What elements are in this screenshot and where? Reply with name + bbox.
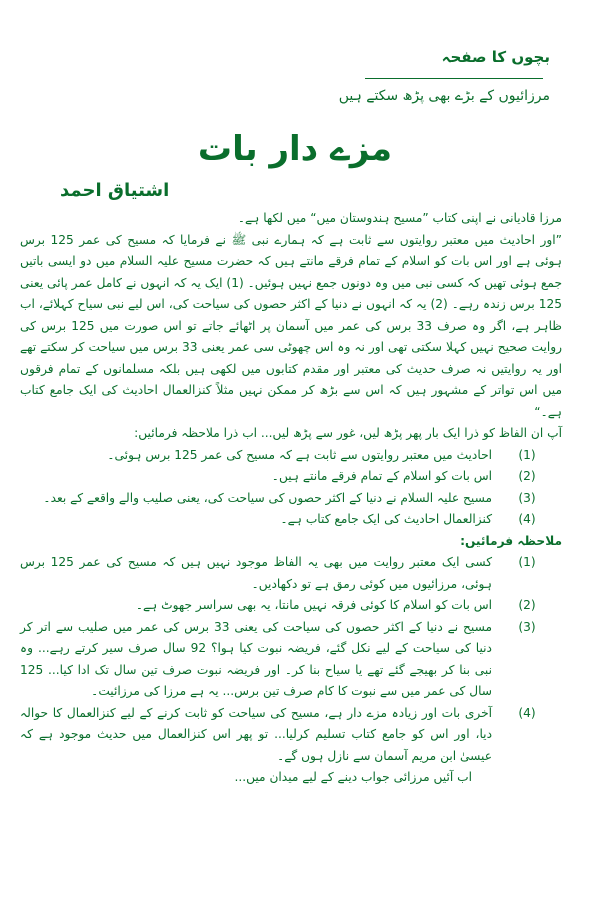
point-text: مسیح علیہ السلام نے دنیا کے اکثر حصوں کی سیاحت کی، یعنی صلیب والے واقعے کے بعد۔ [43,490,492,505]
point-text: کنزالعمال احادیث کی ایک جامع کتاب ہے۔ [280,512,492,526]
point-item [20,488,562,510]
note-item [20,617,562,703]
note-text: آخری بات اور زیادہ مزے دار ہے، مسیح کی سیاحت کو ثابت کرنے کے لیے کنزالعمال کا حوالہ دیا، اور اس کو جامع کتاب تسلیم کرلیا... تو پھر اس کنزالعمال میں حدیث موجود ہے کہ عیسیٰ ابن مریم آسمان سے نازل ہوں گے۔ [20,705,492,763]
quote-paragraph: ”اور احادیث میں معتبر روایتوں سے ثابت ہے کہ ہمارے نبی ﷺ نے فرمایا کہ مسیح کی عمر 125 برس ہوئی ہے اور اس بات کو اسلام کے تمام فرقے مانتے ہیں کہ حضرت مسیح علیہ السلام میں دو ایسی باتیں جمع ہوئی تھیں کہ کسی نبی میں وہ دونوں جمع نہیں ہوئیں۔ (1) ایک یہ کہ انہوں نے کامل عمر پائی یعنی 125 برس زندہ رہے۔ (2) یہ کہ انہوں نے دنیا کے اکثر حصوں کی سیاحت کی، اس لیے نبی سیاح کہلائے، اب ظاہر ہے، اگر وہ صرف 33 برس کی عمر میں آسمان پر اٹھائے جاتے تو اس صورت میں 125 برس کی روایت صحیح نہیں کہلا سکتی تھی اور نہ وہ اس چھوٹی سی عمر یعنی 33 برس میں سیاحت کر سکتے تھے اور یہ روایتیں نہ صرف حدیث کی معتبر اور مقدم کتابوں میں لکھی ہیں بلکہ مسلمانوں کے تمام فرقوں میں اس تواتر کے مشہور ہیں کہ اس سے بڑھ کر ممکن نہیں مثلاً کنزالعمال احادیث کی ایک جامع کتاب ہے۔“ [20,232,562,419]
note-text: اس بات کو اسلام کا کوئی فرقہ نہیں مانتا، یہ بھی سراسر جھوٹ ہے۔ [135,598,492,612]
header-divider [365,78,543,79]
author-name: اشتیاق احمد [60,180,170,201]
section-label: بچوں کا صفحہ [441,48,550,66]
note-item [20,595,562,617]
point-item [20,466,562,488]
note-heading: ملاحظہ فرمائیں: [460,533,562,548]
point-item [20,445,562,467]
note-text: کسی ایک معتبر روایت میں بھی یہ الفاظ موجود نہیں ہیں کہ مسیح کی عمر 125 برس ہوئی، مرزائیوں میں کوئی رمق ہے تو دکھادیں۔ [20,555,493,591]
point-number: (3) [518,490,536,505]
article-body [20,208,562,898]
point-number: (1) [518,447,536,462]
intro-line: مرزا قادیانی نے اپنی کتاب ”مسیح ہندوستان میں“ میں لکھا ہے۔ [237,211,562,225]
section-subtitle: مرزائیوں کے بڑے بھی پڑھ سکتے ہیں [338,88,550,104]
note-number: (4) [518,705,536,720]
instruction-line: آپ ان الفاظ کو ذرا ایک بار پھر پڑھ لیں، غور سے پڑھ لیں... اب ذرا ملاحظہ فرمائیں: [134,426,562,440]
article-title: مزے دار بات [197,129,393,169]
point-number: (4) [518,512,536,526]
point-item [20,509,562,531]
point-text: احادیث میں معتبر روایتوں سے ثابت ہے کہ مسیح کی عمر 125 برس ہوئی۔ [107,447,492,462]
note-item [20,552,562,595]
point-number: (2) [518,469,536,483]
note-item [20,703,562,768]
note-number: (2) [518,598,536,612]
closing-line: اب آئیں مرزائی جواب دینے کے لیے میدان میں... [234,770,472,784]
note-number: (3) [518,619,536,634]
point-text: اس بات کو اسلام کے تمام فرقے مانتے ہیں۔ [271,469,492,483]
note-text: مسیح نے دنیا کے اکثر حصوں کی سیاحت کی یعنی 33 برس کی عمر میں صلیب سے اتر کر دنیا کی سیاحت کے لیے نکل گئے، فریضہ نبوت کیا ہوا؟ 92 سال صرف سیر کرتے رہے... وہ نبی بنا کر بھیجے گئے تھے یا سیاح بنا کر۔ اور فریضہ نبوت صرف تین سال تک ادا کیا... 125 سال کی عمر میں سے نبوت کا کام صرف تین برس... یہ ہے مرزا کی مرزائیت۔ [20,619,492,698]
note-number: (1) [518,555,536,569]
